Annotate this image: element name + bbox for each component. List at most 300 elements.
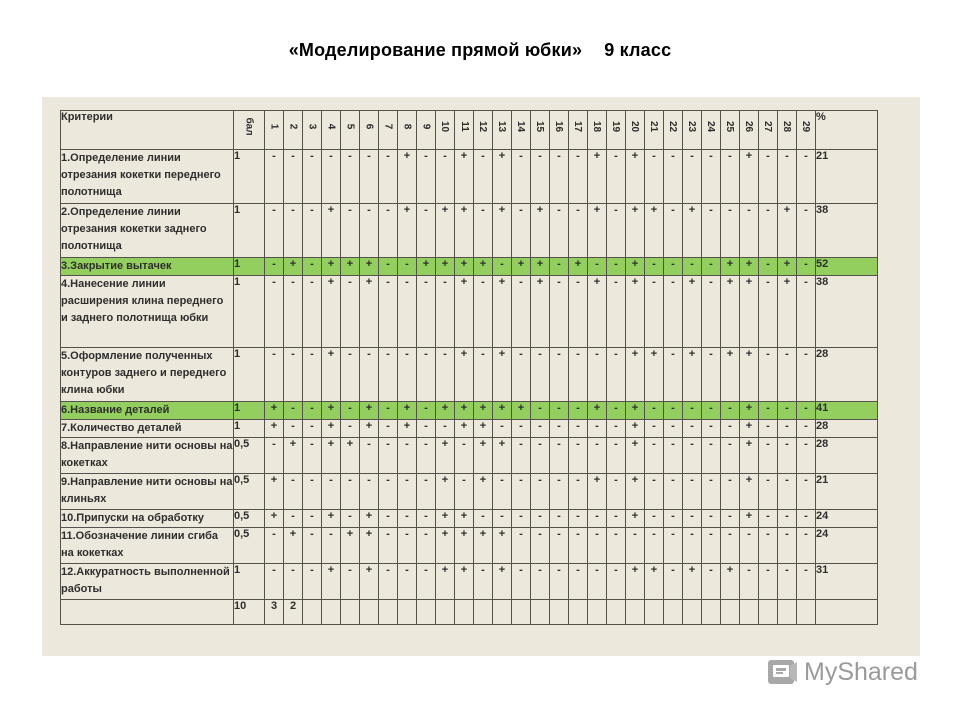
mark-cell: -: [778, 510, 797, 528]
mark-cell: -: [721, 402, 740, 420]
mark-cell: +: [417, 258, 436, 276]
mark-cell: -: [588, 564, 607, 600]
mark-cell: -: [740, 564, 759, 600]
header-col-12: 12: [474, 111, 493, 150]
ball-cell: 1: [234, 276, 265, 348]
percent-cell: 38: [816, 276, 878, 348]
criteria-table: [60, 110, 878, 625]
mark-cell: -: [379, 258, 398, 276]
mark-cell: +: [626, 510, 645, 528]
mark-cell: -: [569, 528, 588, 564]
mark-cell: -: [284, 150, 303, 204]
mark-cell: -: [550, 420, 569, 438]
mark-cell: -: [398, 348, 417, 402]
mark-cell: -: [759, 276, 778, 348]
header-col-1: 1: [265, 111, 284, 150]
mark-cell: -: [569, 510, 588, 528]
total-mark-cell: [531, 600, 550, 625]
mark-cell: +: [398, 150, 417, 204]
mark-cell: -: [664, 402, 683, 420]
mark-cell: +: [740, 348, 759, 402]
mark-cell: -: [417, 348, 436, 402]
mark-cell: -: [493, 258, 512, 276]
mark-cell: +: [322, 420, 341, 438]
mark-cell: +: [322, 510, 341, 528]
table-row: [61, 348, 878, 402]
percent-cell: 38: [816, 204, 878, 258]
mark-cell: +: [626, 258, 645, 276]
mark-cell: +: [740, 258, 759, 276]
mark-cell: +: [436, 528, 455, 564]
percent-cell: 31: [816, 564, 878, 600]
header-col-2: 2: [284, 111, 303, 150]
mark-cell: -: [645, 438, 664, 474]
mark-cell: -: [702, 150, 721, 204]
mark-cell: -: [759, 510, 778, 528]
mark-cell: +: [360, 564, 379, 600]
mark-cell: -: [550, 258, 569, 276]
criterion-cell: 10.Припуски на обработку: [61, 510, 234, 528]
criterion-cell: 12.Аккуратность выполненной работы: [61, 564, 234, 600]
header-col-5: 5: [341, 111, 360, 150]
header-col-27: 27: [759, 111, 778, 150]
total-mark-cell: [702, 600, 721, 625]
mark-cell: -: [303, 276, 322, 348]
mark-cell: -: [265, 276, 284, 348]
mark-cell: -: [569, 438, 588, 474]
mark-cell: -: [417, 528, 436, 564]
total-mark-cell: 3: [265, 600, 284, 625]
mark-cell: +: [436, 474, 455, 510]
ball-cell: 0,5: [234, 438, 265, 474]
mark-cell: -: [607, 420, 626, 438]
mark-cell: +: [645, 204, 664, 258]
mark-cell: -: [303, 348, 322, 402]
mark-cell: +: [436, 564, 455, 600]
mark-cell: -: [759, 420, 778, 438]
mark-cell: +: [284, 528, 303, 564]
mark-cell: +: [493, 564, 512, 600]
total-mark-cell: [759, 600, 778, 625]
mark-cell: -: [474, 510, 493, 528]
mark-cell: +: [740, 438, 759, 474]
total-row: [61, 600, 878, 625]
mark-cell: -: [740, 204, 759, 258]
mark-cell: +: [436, 258, 455, 276]
mark-cell: -: [303, 258, 322, 276]
mark-cell: +: [493, 438, 512, 474]
mark-cell: -: [303, 402, 322, 420]
mark-cell: -: [550, 510, 569, 528]
mark-cell: -: [569, 348, 588, 402]
mark-cell: +: [322, 348, 341, 402]
mark-cell: -: [379, 510, 398, 528]
header-col-24: 24: [702, 111, 721, 150]
total-mark-cell: [721, 600, 740, 625]
mark-cell: -: [284, 402, 303, 420]
mark-cell: -: [474, 348, 493, 402]
mark-cell: -: [550, 528, 569, 564]
mark-cell: -: [398, 528, 417, 564]
mark-cell: -: [702, 402, 721, 420]
mark-cell: +: [531, 258, 550, 276]
mark-cell: +: [360, 528, 379, 564]
mark-cell: -: [379, 438, 398, 474]
mark-cell: -: [341, 150, 360, 204]
total-mark-cell: [379, 600, 398, 625]
percent-cell: 28: [816, 438, 878, 474]
total-mark-cell: [664, 600, 683, 625]
mark-cell: -: [759, 348, 778, 402]
mark-cell: -: [550, 564, 569, 600]
mark-cell: -: [512, 420, 531, 438]
mark-cell: -: [531, 474, 550, 510]
total-mark-cell: [569, 600, 588, 625]
percent-cell: 28: [816, 420, 878, 438]
mark-cell: +: [341, 258, 360, 276]
mark-cell: -: [778, 474, 797, 510]
mark-cell: -: [797, 258, 816, 276]
criterion-cell: 7.Количество деталей: [61, 420, 234, 438]
myshared-logo: [766, 656, 926, 692]
criterion-cell: 11.Обозначение линии сгиба на кокетках: [61, 528, 234, 564]
mark-cell: -: [607, 258, 626, 276]
total-mark-cell: 2: [284, 600, 303, 625]
mark-cell: -: [702, 564, 721, 600]
mark-cell: -: [360, 438, 379, 474]
mark-cell: +: [455, 348, 474, 402]
total-mark-cell: [341, 600, 360, 625]
total-mark-cell: [626, 600, 645, 625]
mark-cell: +: [493, 528, 512, 564]
mark-cell: -: [531, 510, 550, 528]
mark-cell: -: [360, 474, 379, 510]
total-label-cell: [61, 600, 234, 625]
table-row: [61, 150, 878, 204]
mark-cell: +: [588, 150, 607, 204]
mark-cell: -: [588, 528, 607, 564]
mark-cell: +: [284, 258, 303, 276]
table-row: [61, 510, 878, 528]
mark-cell: +: [588, 402, 607, 420]
mark-cell: -: [341, 474, 360, 510]
mark-cell: +: [455, 402, 474, 420]
total-mark-cell: [303, 600, 322, 625]
mark-cell: -: [531, 438, 550, 474]
mark-cell: -: [303, 204, 322, 258]
mark-cell: -: [664, 204, 683, 258]
mark-cell: -: [474, 564, 493, 600]
mark-cell: -: [607, 204, 626, 258]
mark-cell: +: [740, 420, 759, 438]
mark-cell: +: [455, 276, 474, 348]
table-row: [61, 276, 878, 348]
mark-cell: -: [588, 438, 607, 474]
mark-cell: -: [569, 276, 588, 348]
mark-cell: +: [740, 276, 759, 348]
mark-cell: -: [569, 150, 588, 204]
table-row: [61, 420, 878, 438]
mark-cell: -: [417, 564, 436, 600]
mark-cell: -: [531, 402, 550, 420]
mark-cell: -: [721, 150, 740, 204]
mark-cell: -: [531, 150, 550, 204]
mark-cell: -: [379, 150, 398, 204]
mark-cell: -: [607, 276, 626, 348]
mark-cell: -: [379, 474, 398, 510]
header-col-28: 28: [778, 111, 797, 150]
header-col-10: 10: [436, 111, 455, 150]
ball-cell: 0,5: [234, 510, 265, 528]
mark-cell: +: [721, 276, 740, 348]
mark-cell: -: [455, 438, 474, 474]
mark-cell: -: [341, 204, 360, 258]
mark-cell: +: [588, 276, 607, 348]
mark-cell: +: [778, 204, 797, 258]
mark-cell: +: [683, 204, 702, 258]
mark-cell: -: [797, 510, 816, 528]
mark-cell: -: [322, 474, 341, 510]
mark-cell: -: [778, 438, 797, 474]
mark-cell: -: [360, 204, 379, 258]
mark-cell: -: [664, 438, 683, 474]
total-mark-cell: [322, 600, 341, 625]
mark-cell: -: [569, 474, 588, 510]
mark-cell: -: [284, 204, 303, 258]
total-mark-cell: [417, 600, 436, 625]
mark-cell: +: [341, 438, 360, 474]
page-title: [0, 40, 960, 61]
total-ball-cell: 10: [234, 600, 265, 625]
mark-cell: -: [341, 510, 360, 528]
mark-cell: -: [702, 420, 721, 438]
mark-cell: -: [664, 258, 683, 276]
mark-cell: -: [702, 276, 721, 348]
header-col-11: 11: [455, 111, 474, 150]
mark-cell: -: [341, 348, 360, 402]
mark-cell: -: [645, 474, 664, 510]
mark-cell: -: [759, 150, 778, 204]
total-mark-cell: [360, 600, 379, 625]
mark-cell: +: [626, 348, 645, 402]
mark-cell: -: [436, 150, 455, 204]
mark-cell: -: [683, 150, 702, 204]
mark-cell: -: [550, 402, 569, 420]
mark-cell: -: [683, 510, 702, 528]
mark-cell: -: [417, 474, 436, 510]
mark-cell: -: [797, 564, 816, 600]
mark-cell: -: [797, 528, 816, 564]
mark-cell: +: [645, 348, 664, 402]
mark-cell: -: [797, 204, 816, 258]
total-mark-cell: [683, 600, 702, 625]
mark-cell: -: [417, 276, 436, 348]
total-mark-cell: [398, 600, 417, 625]
criterion-cell: 4.Нанесение линии расширения клина переднего и заднего полотнища юбки: [61, 276, 234, 348]
ball-cell: 1: [234, 564, 265, 600]
mark-cell: -: [265, 438, 284, 474]
mark-cell: -: [417, 204, 436, 258]
total-mark-cell: [455, 600, 474, 625]
header-col-17: 17: [569, 111, 588, 150]
mark-cell: -: [284, 474, 303, 510]
mark-cell: +: [322, 258, 341, 276]
total-mark-cell: [797, 600, 816, 625]
mark-cell: -: [398, 564, 417, 600]
mark-cell: -: [512, 276, 531, 348]
mark-cell: +: [265, 510, 284, 528]
mark-cell: +: [322, 564, 341, 600]
mark-cell: +: [721, 348, 740, 402]
mark-cell: +: [341, 528, 360, 564]
mark-cell: -: [512, 204, 531, 258]
mark-cell: -: [493, 420, 512, 438]
mark-cell: -: [303, 474, 322, 510]
mark-cell: +: [531, 276, 550, 348]
header-col-22: 22: [664, 111, 683, 150]
mark-cell: -: [607, 510, 626, 528]
header-col-23: 23: [683, 111, 702, 150]
mark-cell: +: [493, 402, 512, 420]
mark-cell: +: [398, 420, 417, 438]
criterion-cell: 8.Направление нити основы на кокетках: [61, 438, 234, 474]
criterion-cell: 6.Название деталей: [61, 402, 234, 420]
header-col-3: 3: [303, 111, 322, 150]
mark-cell: -: [645, 258, 664, 276]
percent-cell: 41: [816, 402, 878, 420]
mark-cell: +: [778, 276, 797, 348]
mark-cell: -: [607, 348, 626, 402]
mark-cell: -: [379, 402, 398, 420]
mark-cell: +: [626, 438, 645, 474]
mark-cell: -: [436, 276, 455, 348]
mark-cell: +: [778, 258, 797, 276]
mark-cell: +: [322, 204, 341, 258]
mark-cell: -: [569, 564, 588, 600]
ball-cell: 1: [234, 204, 265, 258]
mark-cell: +: [455, 258, 474, 276]
mark-cell: -: [702, 528, 721, 564]
mark-cell: +: [436, 510, 455, 528]
mark-cell: -: [322, 528, 341, 564]
table-row: [61, 258, 878, 276]
mark-cell: +: [398, 402, 417, 420]
mark-cell: +: [360, 258, 379, 276]
mark-cell: +: [322, 276, 341, 348]
mark-cell: -: [303, 438, 322, 474]
mark-cell: -: [607, 474, 626, 510]
mark-cell: +: [645, 564, 664, 600]
mark-cell: -: [436, 348, 455, 402]
mark-cell: +: [360, 510, 379, 528]
mark-cell: -: [664, 348, 683, 402]
mark-cell: -: [721, 528, 740, 564]
mark-cell: -: [569, 420, 588, 438]
table-row: [61, 438, 878, 474]
table-row: [61, 402, 878, 420]
mark-cell: +: [569, 258, 588, 276]
percent-cell: 24: [816, 510, 878, 528]
mark-cell: -: [607, 528, 626, 564]
title-main: «Моделирование прямой юбки»: [288, 40, 583, 60]
mark-cell: -: [550, 204, 569, 258]
mark-cell: -: [645, 510, 664, 528]
mark-cell: -: [265, 528, 284, 564]
mark-cell: +: [474, 402, 493, 420]
criterion-cell: 1.Определение линии отрезания кокетки переднего полотнища: [61, 150, 234, 204]
mark-cell: -: [721, 204, 740, 258]
mark-cell: -: [379, 420, 398, 438]
mark-cell: +: [265, 474, 284, 510]
mark-cell: -: [398, 258, 417, 276]
mark-cell: -: [303, 150, 322, 204]
mark-cell: +: [531, 204, 550, 258]
mark-cell: -: [417, 402, 436, 420]
mark-cell: -: [664, 150, 683, 204]
mark-cell: -: [550, 438, 569, 474]
criterion-cell: 2.Определение линии отрезания кокетки заднего полотнища: [61, 204, 234, 258]
percent-cell: 28: [816, 348, 878, 402]
mark-cell: +: [626, 204, 645, 258]
mark-cell: +: [455, 564, 474, 600]
mark-cell: -: [683, 420, 702, 438]
mark-cell: -: [322, 150, 341, 204]
percent-cell: 24: [816, 528, 878, 564]
mark-cell: -: [702, 474, 721, 510]
mark-cell: -: [664, 420, 683, 438]
mark-cell: +: [455, 510, 474, 528]
mark-cell: -: [550, 348, 569, 402]
header-col-26: 26: [740, 111, 759, 150]
header-col-14: 14: [512, 111, 531, 150]
table-row: [61, 204, 878, 258]
total-mark-cell: [645, 600, 664, 625]
mark-cell: -: [645, 402, 664, 420]
mark-cell: -: [759, 564, 778, 600]
mark-cell: -: [645, 276, 664, 348]
mark-cell: +: [436, 438, 455, 474]
mark-cell: +: [721, 258, 740, 276]
header-col-18: 18: [588, 111, 607, 150]
mark-cell: -: [341, 276, 360, 348]
total-mark-cell: [588, 600, 607, 625]
mark-cell: +: [493, 204, 512, 258]
mark-cell: -: [759, 528, 778, 564]
mark-cell: -: [664, 276, 683, 348]
mark-cell: -: [550, 150, 569, 204]
mark-cell: -: [379, 348, 398, 402]
mark-cell: -: [569, 204, 588, 258]
mark-cell: +: [493, 348, 512, 402]
mark-cell: -: [531, 348, 550, 402]
mark-cell: +: [493, 150, 512, 204]
mark-cell: -: [607, 402, 626, 420]
mark-cell: -: [493, 474, 512, 510]
mark-cell: +: [436, 204, 455, 258]
mark-cell: +: [360, 420, 379, 438]
mark-cell: -: [550, 276, 569, 348]
mark-cell: -: [379, 528, 398, 564]
mark-cell: +: [360, 276, 379, 348]
mark-cell: -: [683, 258, 702, 276]
mark-cell: -: [417, 510, 436, 528]
mark-cell: -: [512, 150, 531, 204]
mark-cell: -: [550, 474, 569, 510]
mark-cell: +: [626, 420, 645, 438]
ball-cell: 1: [234, 420, 265, 438]
total-mark-cell: [778, 600, 797, 625]
mark-cell: -: [797, 348, 816, 402]
